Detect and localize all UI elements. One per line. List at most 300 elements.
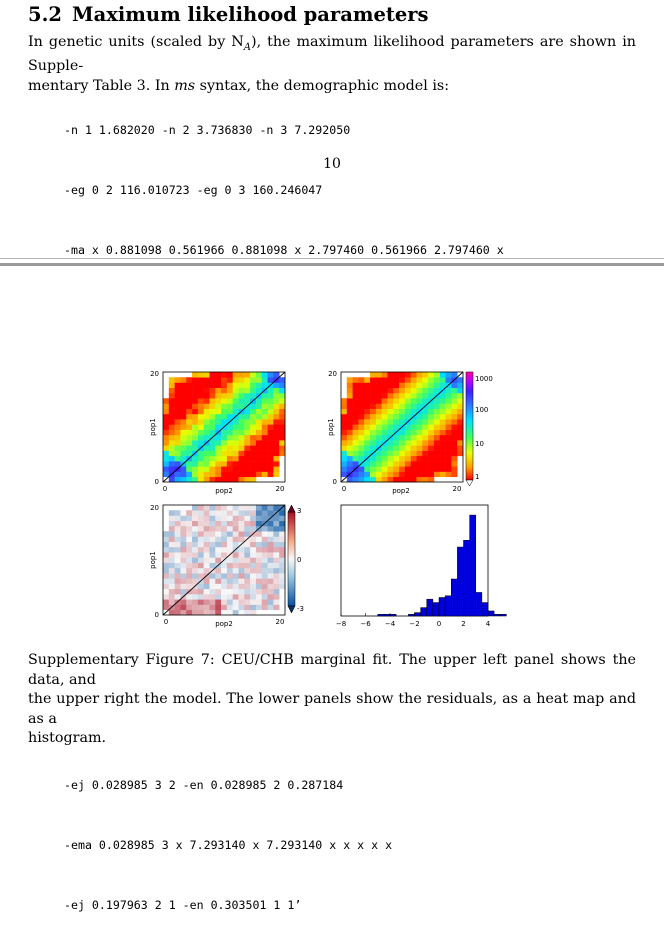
heatmap-cell xyxy=(273,521,279,527)
heatmap-cell xyxy=(204,510,210,516)
x-tick: 0 xyxy=(341,485,347,493)
heatmap-cell xyxy=(215,466,221,472)
heatmap-cell xyxy=(244,461,250,467)
heatmap-cell xyxy=(376,377,382,383)
heatmap-cell xyxy=(446,403,452,409)
heatmap-cell xyxy=(347,456,353,462)
heatmap-cell xyxy=(273,382,279,388)
heatmap-cell xyxy=(364,424,370,430)
heatmap-cell xyxy=(405,435,411,441)
heatmap-cell xyxy=(180,398,186,404)
heatmap-cell xyxy=(446,409,452,415)
x-axis-label: pop2 xyxy=(392,487,410,495)
heatmap-cell xyxy=(353,472,359,478)
heatmap-cell xyxy=(233,419,239,425)
heatmap-cell xyxy=(387,472,393,478)
heatmap-cell xyxy=(209,547,215,553)
heatmap-cell xyxy=(233,382,239,388)
heatmap-cell xyxy=(175,424,181,430)
heatmap-cell xyxy=(250,424,256,430)
heatmap-cell xyxy=(198,610,204,616)
x-tick-label: 2 xyxy=(461,620,466,628)
heatmap-cell xyxy=(268,435,274,441)
heatmap-cell xyxy=(192,547,198,553)
heatmap-cell xyxy=(353,382,359,388)
heatmap-cell xyxy=(215,599,221,605)
heatmap-cell xyxy=(358,419,364,425)
heatmap-cell xyxy=(233,377,239,383)
heatmap-cell xyxy=(198,526,204,532)
heatmap-cell xyxy=(233,599,239,605)
heatmap-cell xyxy=(256,445,262,451)
heatmap-cell xyxy=(169,388,175,394)
heatmap-cell xyxy=(209,552,215,558)
heatmap-cell xyxy=(233,610,239,616)
heatmap-cell xyxy=(405,377,411,383)
heatmap-cell xyxy=(175,578,181,584)
heatmap-cell xyxy=(180,435,186,441)
heatmap-cell xyxy=(209,536,215,542)
heatmap-cell xyxy=(169,461,175,467)
heatmap-cell xyxy=(399,440,405,446)
heatmap-cell xyxy=(204,461,210,467)
heatmap-cell xyxy=(457,419,463,425)
heatmap-cell xyxy=(411,451,417,457)
heatmap-cell xyxy=(209,398,215,404)
heatmap-cell xyxy=(440,393,446,399)
heatmap-cell xyxy=(244,372,250,378)
heatmap-cell xyxy=(393,472,399,478)
heatmap-cell xyxy=(376,393,382,399)
heatmap-cell xyxy=(233,568,239,574)
histogram-bar xyxy=(457,547,463,616)
heatmap-cell xyxy=(239,466,245,472)
heatmap-cell xyxy=(198,414,204,420)
heatmap-cell xyxy=(198,510,204,516)
heatmap-cell xyxy=(163,573,169,579)
heatmap-cell xyxy=(175,552,181,558)
heatmap-cell xyxy=(382,424,388,430)
heatmap-cell xyxy=(256,419,262,425)
heatmap-cell xyxy=(279,435,285,441)
heatmap-cell xyxy=(239,584,245,590)
heatmap-cell xyxy=(221,531,227,537)
heatmap-cell xyxy=(186,605,192,611)
heatmap-cell xyxy=(239,456,245,462)
heatmap-cell xyxy=(417,430,423,436)
colorbar-tick: 1000 xyxy=(475,375,493,383)
heatmap-cell xyxy=(180,430,186,436)
heatmap-cell xyxy=(175,409,181,415)
heatmap-cell xyxy=(428,435,434,441)
heatmap-cell xyxy=(169,419,175,425)
heatmap-cell xyxy=(163,403,169,409)
heatmap-cell xyxy=(279,409,285,415)
heatmap-cell xyxy=(451,466,457,472)
heatmap-cell xyxy=(204,531,210,537)
heatmap-cell xyxy=(268,547,274,553)
heatmap-cell xyxy=(417,472,423,478)
heatmap-cell xyxy=(244,377,250,383)
heatmap-cell xyxy=(163,445,169,451)
heatmap-cell xyxy=(198,451,204,457)
heatmap-cell xyxy=(180,440,186,446)
heatmap-cell xyxy=(341,472,347,478)
heatmap-cell xyxy=(244,599,250,605)
heatmap-cell xyxy=(244,445,250,451)
heatmap-cell xyxy=(175,605,181,611)
heatmap-cell xyxy=(175,435,181,441)
heatmap-cell xyxy=(239,424,245,430)
heatmap-cell xyxy=(399,377,405,383)
heatmap-cell xyxy=(175,526,181,532)
heatmap-cell xyxy=(393,372,399,378)
heatmap-cell xyxy=(428,414,434,420)
heatmap-cell xyxy=(399,372,405,378)
heatmap-cell xyxy=(209,466,215,472)
x-tick: 0 xyxy=(163,618,169,626)
heatmap-cell xyxy=(215,531,221,537)
heatmap-cell xyxy=(227,557,233,563)
heatmap-cell xyxy=(233,372,239,378)
heatmap-cell xyxy=(186,472,192,478)
heatmap-cell xyxy=(256,536,262,542)
heatmap-cell xyxy=(451,424,457,430)
heatmap-cell xyxy=(169,435,175,441)
heatmap-cell xyxy=(198,557,204,563)
heatmap-cell xyxy=(353,430,359,436)
heatmap-cell xyxy=(399,409,405,415)
heatmap-cell xyxy=(192,589,198,595)
heatmap-cell xyxy=(186,521,192,527)
heatmap-cell xyxy=(209,594,215,600)
heatmap-cell xyxy=(358,409,364,415)
heatmap-cell xyxy=(186,573,192,579)
figure-caption xyxy=(28,651,636,749)
heatmap-cell xyxy=(180,445,186,451)
heatmap-cell xyxy=(256,388,262,394)
heatmap-cell xyxy=(204,610,210,616)
heatmap-cell xyxy=(393,414,399,420)
heatmap-cell xyxy=(422,372,428,378)
heatmap-cell xyxy=(440,466,446,472)
heatmap-cell xyxy=(370,393,376,399)
heatmap-cell xyxy=(204,505,210,511)
heatmap-cell xyxy=(175,377,181,383)
heatmap-cell xyxy=(256,542,262,548)
heatmap-cell xyxy=(358,440,364,446)
heatmap-cell xyxy=(256,568,262,574)
heatmap-cell xyxy=(279,440,285,446)
heatmap-cell xyxy=(227,430,233,436)
heatmap-cell xyxy=(382,409,388,415)
heatmap-cell xyxy=(387,477,393,483)
heatmap-cell xyxy=(204,377,210,383)
heatmap-cell xyxy=(233,531,239,537)
heatmap-cell xyxy=(186,398,192,404)
heatmap-cell xyxy=(169,594,175,600)
heatmap-cell xyxy=(244,393,250,399)
histogram-bar xyxy=(384,614,390,616)
heatmap-cell xyxy=(262,599,268,605)
heatmap-cell xyxy=(239,393,245,399)
heatmap-cell xyxy=(268,419,274,425)
heatmap-cell xyxy=(180,536,186,542)
heatmap-cell xyxy=(341,414,347,420)
heatmap-cell xyxy=(244,424,250,430)
heatmap-cell xyxy=(215,568,221,574)
heatmap-cell xyxy=(209,477,215,483)
heatmap-cell xyxy=(405,414,411,420)
heatmap-cell xyxy=(198,430,204,436)
heatmap-cell xyxy=(256,531,262,537)
heatmap-cell xyxy=(440,461,446,467)
heatmap-cell xyxy=(239,573,245,579)
heatmap-cell xyxy=(204,372,210,378)
heatmap-cell xyxy=(376,440,382,446)
heatmap-cell xyxy=(215,388,221,394)
heatmap-cell xyxy=(279,388,285,394)
heatmap-cell xyxy=(256,563,262,569)
heatmap-cell xyxy=(209,610,215,616)
section-title: Maximum likelihood parameters xyxy=(72,3,429,26)
heatmap-cell xyxy=(262,414,268,420)
heatmap-cell xyxy=(457,398,463,404)
heatmap-cell xyxy=(387,372,393,378)
heatmap-cell xyxy=(204,477,210,483)
heatmap-cell xyxy=(221,594,227,600)
heatmap-cell xyxy=(198,440,204,446)
heatmap-cell xyxy=(341,430,347,436)
heatmap-cell xyxy=(163,536,169,542)
heatmap-cell xyxy=(186,466,192,472)
histogram-bar xyxy=(433,603,439,616)
heatmap-cell xyxy=(273,445,279,451)
heatmap-cell xyxy=(221,382,227,388)
heatmap-cell xyxy=(227,393,233,399)
heatmap-cell xyxy=(256,557,262,563)
heatmap-cell xyxy=(434,461,440,467)
heatmap-cell xyxy=(411,409,417,415)
heatmap-cell xyxy=(186,547,192,553)
y-tick: 0 xyxy=(332,478,337,486)
heatmap-cell xyxy=(451,472,457,478)
heatmap-cell xyxy=(268,605,274,611)
heatmap-cell xyxy=(262,605,268,611)
heatmap-cell xyxy=(434,456,440,462)
heatmap-cell xyxy=(434,445,440,451)
heatmap-cell xyxy=(233,451,239,457)
heatmap-cell xyxy=(244,557,250,563)
heatmap-cell xyxy=(192,515,198,521)
heatmap-cell xyxy=(175,382,181,388)
heatmap-cell xyxy=(215,393,221,399)
heatmap-cell xyxy=(186,531,192,537)
heatmap-cell xyxy=(262,372,268,378)
heatmap-cell xyxy=(180,466,186,472)
heatmap-cell xyxy=(347,424,353,430)
colorbar-tick: 10 xyxy=(475,440,484,448)
heatmap-cell xyxy=(250,414,256,420)
heatmap-cell xyxy=(175,584,181,590)
heatmap-cell xyxy=(405,409,411,415)
heatmap-cell xyxy=(175,388,181,394)
heatmap-cell xyxy=(382,430,388,436)
heatmap-cell xyxy=(250,393,256,399)
heatmap-cell xyxy=(163,424,169,430)
heatmap-cell xyxy=(422,377,428,383)
heatmap-cell xyxy=(227,536,233,542)
heatmap-cell xyxy=(417,445,423,451)
heatmap-cell xyxy=(399,435,405,441)
heatmap-cell xyxy=(192,542,198,548)
heatmap-cell xyxy=(268,542,274,548)
heatmap-cell xyxy=(169,578,175,584)
heatmap-cell xyxy=(256,440,262,446)
heatmap-cell xyxy=(256,377,262,383)
heatmap-cell xyxy=(440,424,446,430)
heatmap-cell xyxy=(198,398,204,404)
heatmap-cell xyxy=(169,563,175,569)
heatmap-cell xyxy=(209,388,215,394)
heatmap-cell xyxy=(175,515,181,521)
heatmap-cell xyxy=(227,414,233,420)
heatmap-cell xyxy=(387,445,393,451)
heatmap-cell xyxy=(250,589,256,595)
heatmap-cell xyxy=(250,435,256,441)
histogram-bar xyxy=(427,599,433,616)
heatmap-cell xyxy=(382,419,388,425)
heatmap-cell xyxy=(428,445,434,451)
heatmap-cell xyxy=(244,451,250,457)
heatmap-cell xyxy=(221,536,227,542)
heatmap-cell xyxy=(279,552,285,558)
heatmap-cell xyxy=(273,594,279,600)
heatmap-cell xyxy=(180,563,186,569)
heatmap-cell xyxy=(250,472,256,478)
heatmap-cell xyxy=(268,599,274,605)
heatmap-cell xyxy=(221,472,227,478)
heatmap-cell xyxy=(198,393,204,399)
heatmap-cell xyxy=(244,573,250,579)
heatmap-cell xyxy=(227,398,233,404)
heatmap-cell xyxy=(279,510,285,516)
heatmap-cell xyxy=(256,589,262,595)
heatmap-cell xyxy=(186,542,192,548)
heatmap-cell xyxy=(198,388,204,394)
heatmap-cell xyxy=(279,542,285,548)
y-tick: 20 xyxy=(150,504,159,512)
heatmap-cell xyxy=(227,542,233,548)
heatmap-cell xyxy=(422,440,428,446)
heatmap-cell xyxy=(457,414,463,420)
heatmap-cell xyxy=(364,393,370,399)
heatmap-cell xyxy=(393,445,399,451)
heatmap-cell xyxy=(186,430,192,436)
heatmap-cell xyxy=(440,472,446,478)
heatmap-cell xyxy=(341,445,347,451)
heatmap-cell xyxy=(446,424,452,430)
heatmap-cell xyxy=(239,578,245,584)
heatmap-cell xyxy=(434,440,440,446)
heatmap-cell xyxy=(376,398,382,404)
heatmap-cell xyxy=(239,526,245,532)
heatmap-cell xyxy=(422,461,428,467)
heatmap-cell xyxy=(273,578,279,584)
heatmap-cell xyxy=(192,393,198,399)
heatmap-cell xyxy=(428,477,434,483)
heatmap-cell xyxy=(428,430,434,436)
heatmap-cell xyxy=(279,568,285,574)
heatmap-cell xyxy=(347,393,353,399)
heatmap-cell xyxy=(239,568,245,574)
heatmap-cell xyxy=(393,382,399,388)
heatmap-cell xyxy=(192,466,198,472)
heatmap-cell xyxy=(169,403,175,409)
heatmap-cell xyxy=(192,472,198,478)
x-axis-label: pop2 xyxy=(215,487,233,495)
heatmap-cell xyxy=(198,594,204,600)
heatmap-cell xyxy=(376,409,382,415)
heatmap-cell xyxy=(417,393,423,399)
heatmap-cell xyxy=(364,388,370,394)
heatmap-cell xyxy=(399,451,405,457)
heatmap-cell xyxy=(227,435,233,441)
heatmap-cell xyxy=(347,477,353,483)
heatmap-cell xyxy=(273,466,279,472)
heatmap-cell xyxy=(273,372,279,378)
heatmap-cell xyxy=(175,557,181,563)
heatmap-cell xyxy=(250,451,256,457)
heatmap-cell xyxy=(198,542,204,548)
caption-line: histogram. xyxy=(28,730,107,746)
heatmap-cell xyxy=(440,445,446,451)
heatmap-cell xyxy=(405,398,411,404)
heatmap-cell xyxy=(186,526,192,532)
heatmap-cell xyxy=(163,409,169,415)
heatmap-cell xyxy=(175,542,181,548)
colorbar-residual xyxy=(288,505,304,613)
heatmap-cell xyxy=(239,536,245,542)
heatmap-cell xyxy=(422,435,428,441)
heatmap-cell xyxy=(198,409,204,415)
heatmap-cell xyxy=(169,382,175,388)
heatmap-cell xyxy=(198,568,204,574)
heatmap-cell xyxy=(341,461,347,467)
heatmap-cell xyxy=(262,536,268,542)
heatmap-cell xyxy=(215,589,221,595)
heatmap-cell xyxy=(227,568,233,574)
heatmap-cell xyxy=(209,451,215,457)
heatmap-cell xyxy=(233,456,239,462)
heatmap-cell xyxy=(256,594,262,600)
heatmap-cell xyxy=(382,388,388,394)
heatmap-cell xyxy=(353,414,359,420)
x-tick: 20 xyxy=(275,485,285,493)
heatmap-cell xyxy=(256,605,262,611)
heatmap-cell xyxy=(451,419,457,425)
heatmap-cell xyxy=(233,578,239,584)
heatmap-cell xyxy=(209,440,215,446)
heatmap-cell xyxy=(239,547,245,553)
heatmap-cell xyxy=(446,435,452,441)
heatmap-panel-data xyxy=(149,370,285,495)
heatmap-cell xyxy=(198,419,204,425)
heatmap-cell xyxy=(273,472,279,478)
heatmap-cell xyxy=(215,515,221,521)
heatmap-cell xyxy=(411,435,417,441)
heatmap-cell xyxy=(198,584,204,590)
